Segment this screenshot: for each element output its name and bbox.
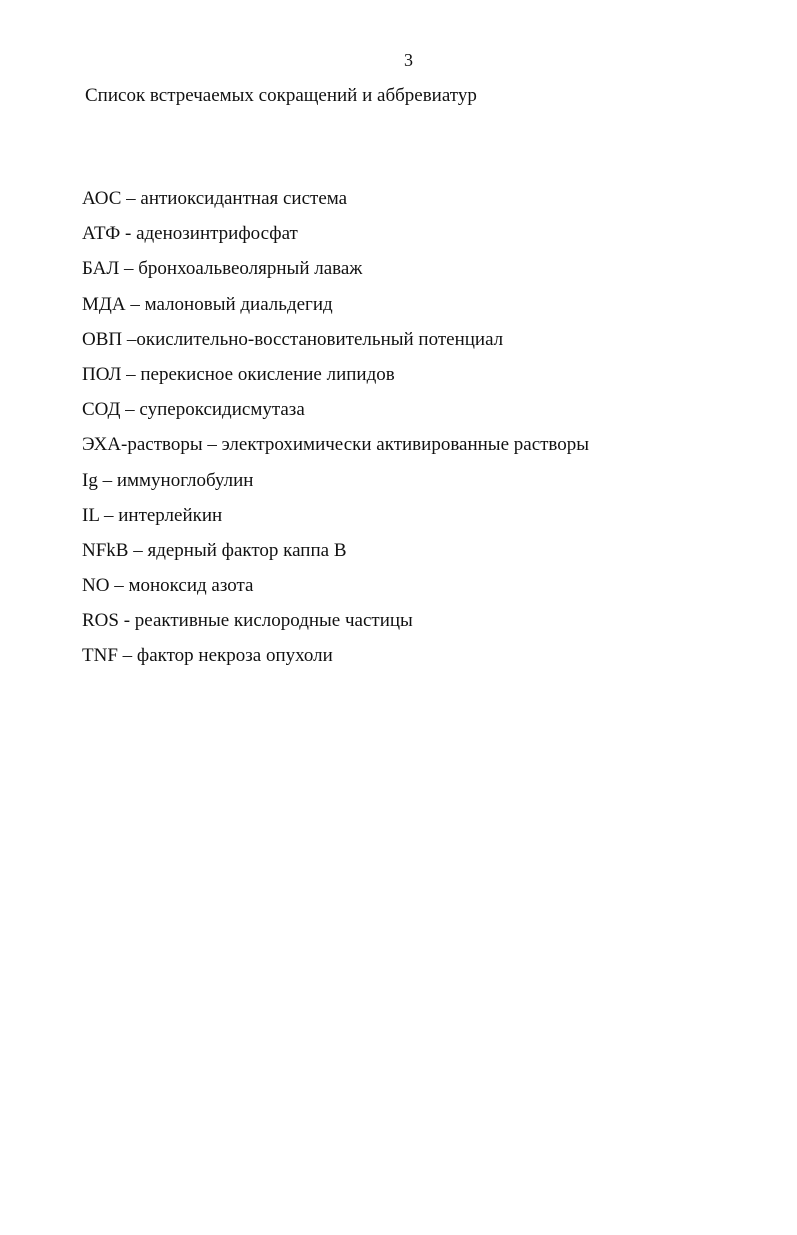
abbreviation-item-no: NO – моноксид азота: [82, 575, 254, 597]
abbreviation-item-mda: МДА – малоновый диальдегид: [82, 293, 333, 315]
abbreviation-item-eha: ЭХА-растворы – электрохимически активированные растворы: [82, 434, 590, 456]
abbreviation-item-il: IL – интерлейкин: [82, 504, 223, 526]
abbreviation-list: [82, 187, 589, 680]
abbreviation-item-pol: ПОЛ – перекисное окисление липидов: [82, 363, 395, 385]
abbreviation-item-ig: Ig – иммуноглобулин: [82, 469, 254, 491]
abbreviation-item-bal: БАЛ – бронхоальвеолярный лаваж: [82, 258, 363, 280]
abbreviation-item-ovp: ОВП –окислительно-восстановительный потенциал: [82, 328, 504, 350]
abbreviation-item-sod: СОД – супероксидисмутаза: [82, 399, 305, 421]
page-title: Список встречаемых сокращений и аббревиатур: [85, 85, 477, 106]
abbreviation-item-tnf: TNF – фактор некроза опухоли: [82, 645, 333, 667]
page-number: 3: [404, 50, 413, 70]
abbreviation-item-aos: АОС – антиоксидантная система: [82, 188, 348, 209]
abbreviation-item-nfkb: NFkB – ядерный фактор каппа В: [82, 539, 347, 561]
abbreviation-item-ros: ROS - реактивные кислородные частицы: [82, 610, 413, 632]
abbreviation-item-atf: АТФ - аденозинтрифосфат: [82, 223, 298, 245]
